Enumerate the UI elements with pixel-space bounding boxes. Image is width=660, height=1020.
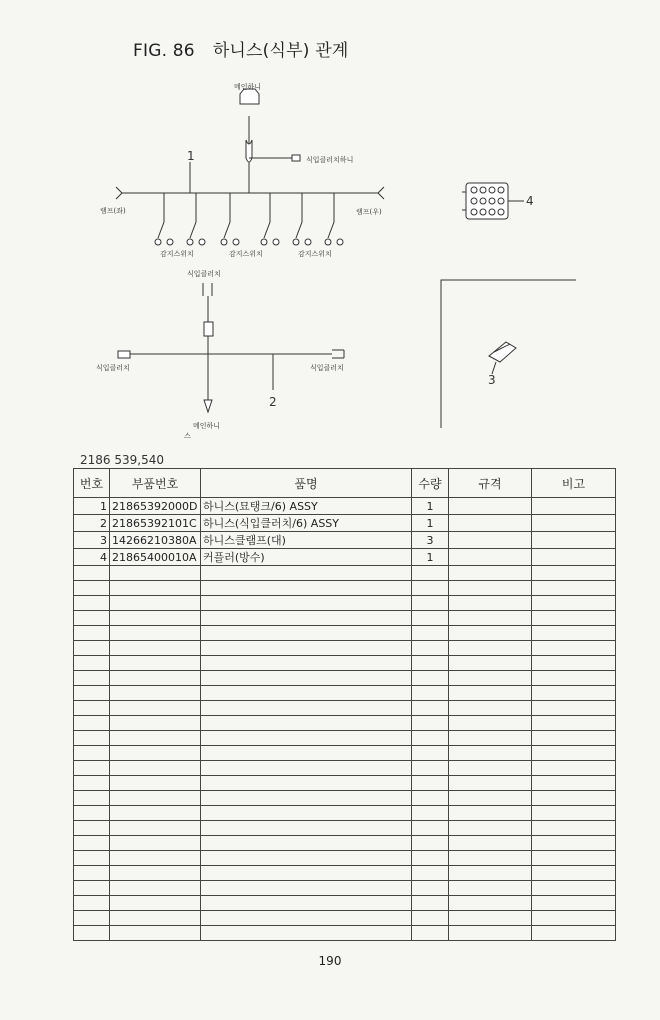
empty-table-row — [74, 596, 616, 611]
empty-table-row — [74, 821, 616, 836]
empty-cell — [110, 746, 201, 761]
empty-cell — [532, 671, 616, 686]
empty-cell — [449, 881, 532, 896]
empty-cell — [412, 731, 449, 746]
empty-cell — [449, 746, 532, 761]
empty-cell — [412, 926, 449, 941]
empty-cell — [532, 776, 616, 791]
table-row — [74, 498, 616, 515]
empty-cell — [201, 851, 412, 866]
cell-qty: 1 — [412, 549, 449, 566]
empty-cell — [532, 611, 616, 626]
empty-cell — [110, 716, 201, 731]
parts-table — [73, 468, 616, 941]
empty-cell — [412, 596, 449, 611]
empty-cell — [74, 836, 110, 851]
empty-cell — [532, 791, 616, 806]
empty-cell — [110, 671, 201, 686]
empty-table-row — [74, 791, 616, 806]
parts-table-header — [74, 469, 616, 498]
empty-cell — [532, 821, 616, 836]
callout-4: 4 — [526, 194, 534, 208]
empty-cell — [532, 596, 616, 611]
label-main-harness-top: 메인하니 — [234, 83, 262, 91]
empty-cell — [74, 686, 110, 701]
empty-cell — [74, 731, 110, 746]
empty-cell — [532, 701, 616, 716]
empty-cell — [74, 896, 110, 911]
empty-cell — [201, 911, 412, 926]
empty-cell — [449, 791, 532, 806]
empty-cell — [110, 731, 201, 746]
cell-spec — [449, 515, 532, 532]
empty-table-row — [74, 716, 616, 731]
header-remark: 비고 — [532, 469, 616, 498]
empty-table-row — [74, 581, 616, 596]
empty-cell — [110, 686, 201, 701]
harness-diagram — [0, 0, 660, 450]
empty-cell — [412, 761, 449, 776]
empty-cell — [74, 776, 110, 791]
empty-cell — [532, 806, 616, 821]
empty-cell — [449, 671, 532, 686]
empty-cell — [110, 701, 201, 716]
label-switch-2: 감지스위치 — [229, 250, 263, 258]
empty-cell — [110, 836, 201, 851]
empty-cell — [110, 866, 201, 881]
empty-cell — [201, 671, 412, 686]
empty-cell — [412, 881, 449, 896]
callout-2: 2 — [269, 395, 277, 409]
empty-cell — [201, 701, 412, 716]
empty-table-row — [74, 866, 616, 881]
header-spec: 규격 — [449, 469, 532, 498]
empty-cell — [412, 566, 449, 581]
cell-name: 하니스클램프(대) — [201, 532, 412, 549]
empty-cell — [74, 596, 110, 611]
empty-cell — [532, 686, 616, 701]
cell-remark — [532, 549, 616, 566]
empty-table-row — [74, 611, 616, 626]
empty-table-row — [74, 746, 616, 761]
empty-table-row — [74, 686, 616, 701]
empty-cell — [449, 851, 532, 866]
empty-cell — [110, 581, 201, 596]
cell-no: 3 — [74, 532, 110, 549]
empty-cell — [74, 716, 110, 731]
cell-part-number: 21865392101C — [110, 515, 201, 532]
empty-cell — [532, 731, 616, 746]
callout-3: 3 — [488, 373, 496, 387]
empty-table-row — [74, 926, 616, 941]
empty-cell — [412, 641, 449, 656]
header-qty: 수량 — [412, 469, 449, 498]
empty-cell — [74, 806, 110, 821]
cell-qty: 1 — [412, 498, 449, 515]
empty-cell — [201, 581, 412, 596]
empty-cell — [74, 626, 110, 641]
empty-cell — [412, 806, 449, 821]
empty-cell — [412, 866, 449, 881]
empty-cell — [449, 566, 532, 581]
callout-1: 1 — [187, 149, 195, 163]
empty-cell — [201, 926, 412, 941]
parts-table-body — [74, 498, 616, 941]
planting-clutch-connector-top — [203, 283, 212, 296]
label-planting-clutch-top: 식입클러치 — [187, 270, 221, 278]
empty-cell — [412, 836, 449, 851]
empty-cell — [201, 791, 412, 806]
empty-cell — [110, 656, 201, 671]
empty-cell — [110, 611, 201, 626]
figure-number: FIG. 86 — [133, 41, 195, 61]
empty-cell — [74, 911, 110, 926]
cell-qty: 1 — [412, 515, 449, 532]
empty-cell — [201, 626, 412, 641]
label-switch-1: 감지스위치 — [160, 250, 194, 258]
header-name: 품명 — [201, 469, 412, 498]
empty-cell — [449, 806, 532, 821]
empty-cell — [74, 656, 110, 671]
empty-cell — [532, 836, 616, 851]
empty-cell — [412, 791, 449, 806]
empty-table-row — [74, 701, 616, 716]
label-planting-clutch-right: 식입클러치 — [310, 364, 344, 372]
empty-table-row — [74, 776, 616, 791]
empty-cell — [412, 896, 449, 911]
empty-cell — [74, 761, 110, 776]
empty-cell — [201, 716, 412, 731]
cell-part-number: 21865392000D — [110, 498, 201, 515]
empty-cell — [201, 896, 412, 911]
empty-cell — [412, 851, 449, 866]
empty-cell — [412, 686, 449, 701]
empty-table-row — [74, 806, 616, 821]
empty-cell — [449, 776, 532, 791]
empty-cell — [110, 896, 201, 911]
cell-name: 하니스(식입클러치/6) ASSY — [201, 515, 412, 532]
empty-cell — [110, 881, 201, 896]
empty-cell — [201, 821, 412, 836]
cell-no: 4 — [74, 549, 110, 566]
empty-cell — [110, 806, 201, 821]
empty-cell — [449, 596, 532, 611]
empty-cell — [532, 911, 616, 926]
empty-cell — [449, 821, 532, 836]
empty-cell — [110, 911, 201, 926]
empty-cell — [74, 641, 110, 656]
empty-cell — [532, 581, 616, 596]
empty-cell — [110, 566, 201, 581]
label-lamp-left: 램프(좌) — [100, 207, 126, 215]
empty-cell — [449, 656, 532, 671]
empty-cell — [412, 821, 449, 836]
empty-cell — [74, 611, 110, 626]
empty-cell — [201, 866, 412, 881]
empty-cell — [201, 596, 412, 611]
empty-cell — [449, 581, 532, 596]
empty-cell — [74, 881, 110, 896]
empty-cell — [201, 656, 412, 671]
empty-cell — [201, 641, 412, 656]
empty-cell — [532, 566, 616, 581]
empty-table-row — [74, 641, 616, 656]
empty-cell — [449, 701, 532, 716]
empty-cell — [449, 911, 532, 926]
empty-cell — [532, 896, 616, 911]
empty-cell — [412, 701, 449, 716]
empty-cell — [74, 671, 110, 686]
empty-table-row — [74, 836, 616, 851]
empty-cell — [74, 701, 110, 716]
header-no: 번호 — [74, 469, 110, 498]
empty-cell — [449, 626, 532, 641]
cell-no: 1 — [74, 498, 110, 515]
empty-cell — [412, 671, 449, 686]
empty-cell — [532, 851, 616, 866]
empty-cell — [449, 836, 532, 851]
empty-table-row — [74, 671, 616, 686]
cell-part-number: 14266210380A — [110, 532, 201, 549]
empty-table-row — [74, 626, 616, 641]
empty-cell — [201, 836, 412, 851]
cell-remark — [532, 515, 616, 532]
empty-cell — [110, 761, 201, 776]
empty-cell — [412, 626, 449, 641]
empty-table-row — [74, 851, 616, 866]
empty-cell — [74, 866, 110, 881]
empty-cell — [449, 611, 532, 626]
empty-cell — [449, 686, 532, 701]
empty-cell — [412, 611, 449, 626]
label-lamp-right: 램프(우) — [356, 208, 382, 216]
empty-table-row — [74, 911, 616, 926]
coupler-body — [466, 183, 508, 219]
table-row — [74, 532, 616, 549]
empty-cell — [201, 761, 412, 776]
empty-cell — [201, 686, 412, 701]
label-planting-clutch-left: 식입클러치 — [96, 364, 130, 372]
empty-cell — [449, 926, 532, 941]
empty-cell — [110, 626, 201, 641]
cell-spec — [449, 532, 532, 549]
empty-cell — [74, 746, 110, 761]
empty-cell — [74, 926, 110, 941]
empty-cell — [74, 566, 110, 581]
cell-no: 2 — [74, 515, 110, 532]
empty-cell — [532, 881, 616, 896]
empty-table-row — [74, 656, 616, 671]
empty-cell — [110, 776, 201, 791]
empty-cell — [201, 611, 412, 626]
empty-cell — [110, 821, 201, 836]
clutch-harness-body — [204, 322, 213, 336]
empty-cell — [532, 866, 616, 881]
table-row — [74, 515, 616, 532]
empty-cell — [201, 806, 412, 821]
empty-cell — [449, 641, 532, 656]
empty-cell — [201, 566, 412, 581]
header-part-number: 부품번호 — [110, 469, 201, 498]
empty-cell — [449, 761, 532, 776]
empty-cell — [532, 626, 616, 641]
cell-qty: 3 — [412, 532, 449, 549]
figure-name: 하니스(식부) 관계 — [212, 41, 349, 61]
cell-spec — [449, 498, 532, 515]
cell-part-number: 21865400010A — [110, 549, 201, 566]
empty-cell — [110, 596, 201, 611]
empty-cell — [532, 716, 616, 731]
empty-cell — [74, 581, 110, 596]
main-harness-connector — [240, 89, 259, 104]
empty-cell — [449, 866, 532, 881]
empty-cell — [412, 656, 449, 671]
empty-table-row — [74, 881, 616, 896]
empty-table-row — [74, 731, 616, 746]
label-main-harness-bottom: 메인하니 — [193, 422, 221, 430]
empty-cell — [74, 791, 110, 806]
empty-cell — [74, 821, 110, 836]
main-harness-connector-bottom — [204, 400, 212, 412]
label-switch-3: 감지스위치 — [298, 250, 332, 258]
empty-table-row — [74, 896, 616, 911]
empty-cell — [412, 746, 449, 761]
empty-cell — [532, 641, 616, 656]
label-main-harness-bottom-2: 스 — [184, 432, 191, 440]
empty-cell — [412, 776, 449, 791]
empty-cell — [412, 911, 449, 926]
empty-cell — [532, 761, 616, 776]
empty-cell — [201, 746, 412, 761]
empty-cell — [201, 776, 412, 791]
page-number: 190 — [318, 954, 342, 968]
empty-cell — [449, 731, 532, 746]
cell-remark — [532, 532, 616, 549]
empty-cell — [110, 851, 201, 866]
empty-cell — [110, 926, 201, 941]
empty-cell — [110, 791, 201, 806]
cell-spec — [449, 549, 532, 566]
empty-cell — [532, 746, 616, 761]
empty-cell — [532, 926, 616, 941]
cell-remark — [532, 498, 616, 515]
empty-cell — [532, 656, 616, 671]
empty-cell — [110, 641, 201, 656]
empty-cell — [201, 731, 412, 746]
empty-table-row — [74, 761, 616, 776]
empty-cell — [74, 851, 110, 866]
harness-clamp — [489, 342, 516, 362]
table-row — [74, 549, 616, 566]
empty-cell — [449, 896, 532, 911]
empty-table-row — [74, 566, 616, 581]
empty-cell — [412, 716, 449, 731]
empty-cell — [412, 581, 449, 596]
label-planting-clutch-harness: 식입클러치하니 — [306, 156, 354, 164]
cell-name: 커플러(방수) — [201, 549, 412, 566]
cell-name: 하니스(묘탱크/6) ASSY — [201, 498, 412, 515]
model-code: 2186 539,540 — [80, 453, 164, 467]
empty-cell — [449, 716, 532, 731]
empty-cell — [201, 881, 412, 896]
